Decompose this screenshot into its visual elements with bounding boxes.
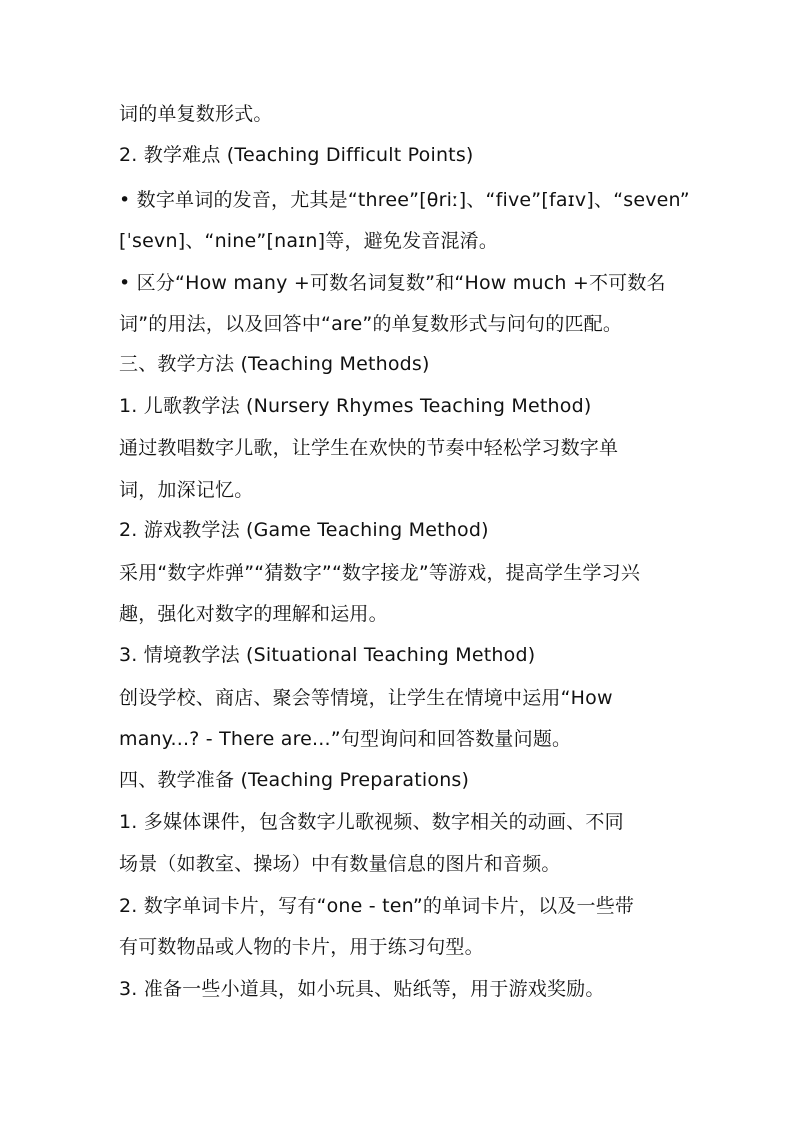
bullet-line: • 数字单词的发音，尤其是“three”[θriː]、“five”[faɪv]、“seven”	[119, 189, 690, 211]
text-line: 1. 多媒体课件，包含数字儿歌视频、数字相关的动画、不同	[119, 811, 624, 833]
text-line: 趣，强化对数字的理解和运用。	[119, 603, 388, 625]
text-line: 场景（如教室、操场）中有数量信息的图片和音频。	[119, 853, 561, 875]
section-heading: 三、教学方法 (Teaching Methods)	[119, 353, 430, 375]
text-line: 通过教唱数字儿歌，让学生在欢快的节奏中轻松学习数字单	[119, 437, 619, 459]
subsection-heading: 1. 儿歌教学法 (Nursery Rhymes Teaching Method)	[119, 395, 592, 417]
subsection-heading: 3. 情境教学法 (Situational Teaching Method)	[119, 644, 536, 666]
text-line: 词，加深记忆。	[119, 479, 254, 501]
text-line: 词的单复数形式。	[119, 103, 273, 125]
text-line: [ˈsevn]、“nine”[naɪn]等，避免发音混淆。	[119, 230, 499, 252]
section-heading: 2. 教学难点 (Teaching Difficult Points)	[119, 144, 474, 166]
text-line: many...? - There are...”句型询问和回答数量问题。	[119, 728, 572, 750]
text-line: 创设学校、商店、聚会等情境，让学生在情境中运用“How	[119, 687, 613, 709]
text-line: 3. 准备一些小道具，如小玩具、贴纸等，用于游戏奖励。	[119, 978, 605, 1000]
text-line: 2. 数字单词卡片，写有“one - ten”的单词卡片，以及一些带	[119, 895, 635, 917]
text-line: 有可数物品或人物的卡片，用于练习句型。	[119, 936, 484, 958]
text-line: 采用“数字炸弹”“猜数字”“数字接龙”等游戏，提高学生学习兴	[119, 562, 641, 584]
section-heading: 四、教学准备 (Teaching Preparations)	[119, 769, 470, 791]
subsection-heading: 2. 游戏教学法 (Game Teaching Method)	[119, 519, 489, 541]
bullet-line: • 区分“How many +可数名词复数”和“How much +不可数名	[119, 272, 666, 294]
text-line: 词”的用法，以及回答中“are”的单复数形式与问句的匹配。	[119, 313, 623, 335]
